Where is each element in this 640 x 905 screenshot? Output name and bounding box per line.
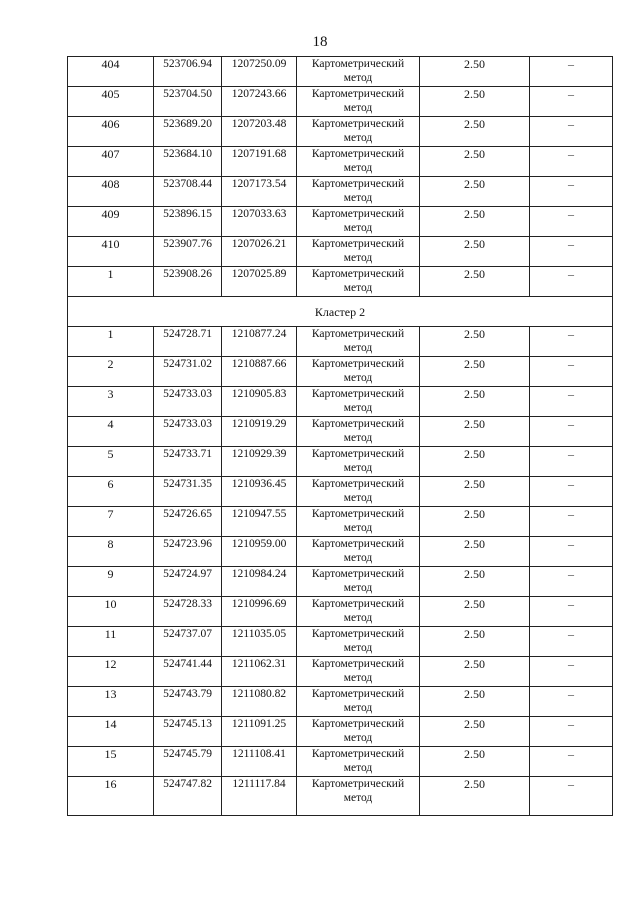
point-number-cell: 1	[68, 267, 154, 297]
table-row	[68, 747, 613, 777]
point-number-cell: 11	[68, 627, 154, 657]
method-cell: Картометрический метод	[297, 417, 420, 447]
table-row	[68, 387, 613, 417]
method-cell: Картометрический метод	[297, 717, 420, 747]
method-cell: Картометрический метод	[297, 267, 420, 297]
table-row	[68, 237, 613, 267]
y-coordinate-cell: 1207173.54	[222, 177, 297, 207]
y-coordinate-cell: 1210996.69	[222, 597, 297, 627]
y-coordinate-cell: 1207250.09	[222, 57, 297, 87]
method-cell: Картометрический метод	[297, 777, 420, 816]
y-coordinate-cell: 1207025.89	[222, 267, 297, 297]
error-cell: 2.50	[420, 627, 530, 657]
point-number-cell: 16	[68, 777, 154, 816]
x-coordinate-cell: 524745.13	[154, 717, 222, 747]
x-coordinate-cell: 524728.33	[154, 597, 222, 627]
error-cell: 2.50	[420, 597, 530, 627]
note-cell: –	[530, 237, 613, 267]
x-coordinate-cell: 523896.15	[154, 207, 222, 237]
x-coordinate-cell: 524731.02	[154, 357, 222, 387]
y-coordinate-cell: 1210887.66	[222, 357, 297, 387]
method-cell: Картометрический метод	[297, 117, 420, 147]
note-cell: –	[530, 717, 613, 747]
table-row	[68, 477, 613, 507]
note-cell: –	[530, 657, 613, 687]
note-cell: –	[530, 597, 613, 627]
method-cell: Картометрический метод	[297, 507, 420, 537]
note-cell: –	[530, 687, 613, 717]
method-cell: Картометрический метод	[297, 687, 420, 717]
x-coordinate-cell: 524743.79	[154, 687, 222, 717]
cluster-heading: Кластер 2	[68, 297, 613, 327]
x-coordinate-cell: 524723.96	[154, 537, 222, 567]
point-number-cell: 406	[68, 117, 154, 147]
cluster-heading-row	[68, 297, 613, 327]
table-row	[68, 327, 613, 357]
point-number-cell: 12	[68, 657, 154, 687]
error-cell: 2.50	[420, 387, 530, 417]
cluster-section	[68, 297, 613, 327]
x-coordinate-cell: 524724.97	[154, 567, 222, 597]
table-row	[68, 117, 613, 147]
x-coordinate-cell: 524747.82	[154, 777, 222, 816]
error-cell: 2.50	[420, 657, 530, 687]
error-cell: 2.50	[420, 447, 530, 477]
point-number-cell: 1	[68, 327, 154, 357]
table-row	[68, 267, 613, 297]
y-coordinate-cell: 1211035.05	[222, 627, 297, 657]
x-coordinate-cell: 523704.50	[154, 87, 222, 117]
point-number-cell: 2	[68, 357, 154, 387]
x-coordinate-cell: 524728.71	[154, 327, 222, 357]
x-coordinate-cell: 524733.71	[154, 447, 222, 477]
y-coordinate-cell: 1207026.21	[222, 237, 297, 267]
point-number-cell: 5	[68, 447, 154, 477]
error-cell: 2.50	[420, 327, 530, 357]
error-cell: 2.50	[420, 717, 530, 747]
point-number-cell: 410	[68, 237, 154, 267]
table-row	[68, 147, 613, 177]
error-cell: 2.50	[420, 57, 530, 87]
point-number-cell: 3	[68, 387, 154, 417]
method-cell: Картометрический метод	[297, 387, 420, 417]
point-number-cell: 408	[68, 177, 154, 207]
note-cell: –	[530, 417, 613, 447]
table-row	[68, 657, 613, 687]
table-row	[68, 417, 613, 447]
error-cell: 2.50	[420, 87, 530, 117]
error-cell: 2.50	[420, 117, 530, 147]
note-cell: –	[530, 117, 613, 147]
error-cell: 2.50	[420, 537, 530, 567]
note-cell: –	[530, 447, 613, 477]
y-coordinate-cell: 1210929.39	[222, 447, 297, 477]
method-cell: Картометрический метод	[297, 147, 420, 177]
table-row	[68, 507, 613, 537]
y-coordinate-cell: 1210905.83	[222, 387, 297, 417]
error-cell: 2.50	[420, 567, 530, 597]
point-number-cell: 8	[68, 537, 154, 567]
method-cell: Картометрический метод	[297, 207, 420, 237]
method-cell: Картометрический метод	[297, 327, 420, 357]
note-cell: –	[530, 357, 613, 387]
error-cell: 2.50	[420, 747, 530, 777]
note-cell: –	[530, 147, 613, 177]
point-number-cell: 407	[68, 147, 154, 177]
method-cell: Картометрический метод	[297, 357, 420, 387]
method-cell: Картометрический метод	[297, 627, 420, 657]
y-coordinate-cell: 1210936.45	[222, 477, 297, 507]
error-cell: 2.50	[420, 477, 530, 507]
note-cell: –	[530, 177, 613, 207]
error-cell: 2.50	[420, 177, 530, 207]
table-row	[68, 447, 613, 477]
x-coordinate-cell: 523706.94	[154, 57, 222, 87]
table-row	[68, 717, 613, 747]
x-coordinate-cell: 523907.76	[154, 237, 222, 267]
note-cell: –	[530, 267, 613, 297]
note-cell: –	[530, 387, 613, 417]
point-number-cell: 10	[68, 597, 154, 627]
note-cell: –	[530, 87, 613, 117]
note-cell: –	[530, 777, 613, 816]
x-coordinate-cell: 524733.03	[154, 387, 222, 417]
point-number-cell: 4	[68, 417, 154, 447]
x-coordinate-cell: 524741.44	[154, 657, 222, 687]
note-cell: –	[530, 57, 613, 87]
table-row	[68, 627, 613, 657]
point-number-cell: 14	[68, 717, 154, 747]
point-number-cell: 409	[68, 207, 154, 237]
x-coordinate-cell: 524745.79	[154, 747, 222, 777]
point-number-cell: 9	[68, 567, 154, 597]
method-cell: Картометрический метод	[297, 567, 420, 597]
error-cell: 2.50	[420, 687, 530, 717]
table-row	[68, 567, 613, 597]
method-cell: Картометрический метод	[297, 87, 420, 117]
x-coordinate-cell: 524737.07	[154, 627, 222, 657]
note-cell: –	[530, 627, 613, 657]
x-coordinate-cell: 523689.20	[154, 117, 222, 147]
y-coordinate-cell: 1210984.24	[222, 567, 297, 597]
x-coordinate-cell: 523684.10	[154, 147, 222, 177]
y-coordinate-cell: 1210947.55	[222, 507, 297, 537]
table-row	[68, 177, 613, 207]
method-cell: Картометрический метод	[297, 537, 420, 567]
note-cell: –	[530, 537, 613, 567]
method-cell: Картометрический метод	[297, 597, 420, 627]
y-coordinate-cell: 1211108.41	[222, 747, 297, 777]
table-row	[68, 537, 613, 567]
y-coordinate-cell: 1211080.82	[222, 687, 297, 717]
coordinates-table	[67, 56, 613, 816]
y-coordinate-cell: 1207203.48	[222, 117, 297, 147]
point-number-cell: 405	[68, 87, 154, 117]
note-cell: –	[530, 207, 613, 237]
method-cell: Картометрический метод	[297, 657, 420, 687]
y-coordinate-cell: 1210877.24	[222, 327, 297, 357]
x-coordinate-cell: 524733.03	[154, 417, 222, 447]
error-cell: 2.50	[420, 267, 530, 297]
x-coordinate-cell: 524731.35	[154, 477, 222, 507]
table-row	[68, 87, 613, 117]
x-coordinate-cell: 523708.44	[154, 177, 222, 207]
table-row	[68, 777, 613, 816]
x-coordinate-cell: 524726.65	[154, 507, 222, 537]
table-row	[68, 687, 613, 717]
point-number-cell: 15	[68, 747, 154, 777]
error-cell: 2.50	[420, 507, 530, 537]
note-cell: –	[530, 477, 613, 507]
y-coordinate-cell: 1211117.84	[222, 777, 297, 816]
table-body-after-cluster	[68, 327, 613, 816]
method-cell: Картометрический метод	[297, 447, 420, 477]
table-row	[68, 357, 613, 387]
y-coordinate-cell: 1210919.29	[222, 417, 297, 447]
point-number-cell: 7	[68, 507, 154, 537]
x-coordinate-cell: 523908.26	[154, 267, 222, 297]
point-number-cell: 6	[68, 477, 154, 507]
method-cell: Картометрический метод	[297, 177, 420, 207]
y-coordinate-cell: 1207243.66	[222, 87, 297, 117]
y-coordinate-cell: 1207191.68	[222, 147, 297, 177]
error-cell: 2.50	[420, 147, 530, 177]
y-coordinate-cell: 1211062.31	[222, 657, 297, 687]
page-number: 18	[312, 34, 328, 50]
table-row	[68, 57, 613, 87]
y-coordinate-cell: 1207033.63	[222, 207, 297, 237]
table-row	[68, 207, 613, 237]
y-coordinate-cell: 1211091.25	[222, 717, 297, 747]
y-coordinate-cell: 1210959.00	[222, 537, 297, 567]
table-body-before-cluster	[68, 57, 613, 297]
method-cell: Картометрический метод	[297, 57, 420, 87]
error-cell: 2.50	[420, 207, 530, 237]
error-cell: 2.50	[420, 237, 530, 267]
method-cell: Картометрический метод	[297, 747, 420, 777]
note-cell: –	[530, 327, 613, 357]
point-number-cell: 404	[68, 57, 154, 87]
error-cell: 2.50	[420, 417, 530, 447]
note-cell: –	[530, 567, 613, 597]
error-cell: 2.50	[420, 357, 530, 387]
note-cell: –	[530, 747, 613, 777]
note-cell: –	[530, 507, 613, 537]
point-number-cell: 13	[68, 687, 154, 717]
table-row	[68, 597, 613, 627]
error-cell: 2.50	[420, 777, 530, 816]
method-cell: Картометрический метод	[297, 237, 420, 267]
method-cell: Картометрический метод	[297, 477, 420, 507]
